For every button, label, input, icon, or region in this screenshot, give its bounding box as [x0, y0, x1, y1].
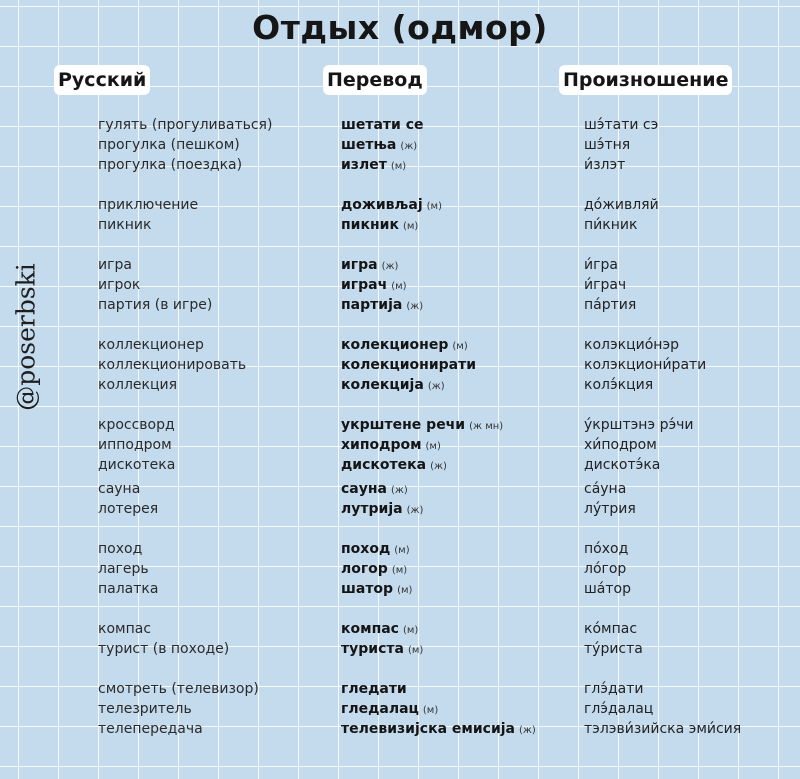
table-row [0, 355, 800, 375]
gender-marker: (м) [402, 625, 419, 636]
gender-marker: (м) [391, 281, 407, 292]
serbian-word [341, 499, 423, 521]
header-pronunciation: Произношение [559, 65, 732, 95]
serbian-word [341, 435, 441, 457]
table-row [0, 499, 800, 519]
pronunciation: ту́риста [584, 641, 643, 657]
serbian-word-text: шетати се [341, 117, 424, 133]
gender-marker: (м) [397, 585, 413, 596]
serbian-word-text: излет [341, 157, 387, 173]
russian-word: гулять (прогуливаться) [98, 117, 273, 133]
pronunciation: шэ́тати сэ [584, 117, 659, 133]
serbian-word [341, 195, 442, 217]
serbian-word-text: компас [341, 621, 399, 637]
table-row [0, 539, 800, 559]
gender-marker: (м) [391, 565, 408, 576]
pronunciation: колэ́кция [584, 377, 654, 393]
header-russian: Русский [54, 65, 150, 95]
pronunciation: са́уна [584, 481, 627, 497]
serbian-word-text: колекција [341, 377, 424, 393]
serbian-word [341, 215, 418, 237]
russian-word: коллекция [98, 377, 178, 393]
pronunciation: ло́гор [584, 561, 627, 577]
pronunciation: ко́мпас [584, 621, 638, 637]
table-row [0, 215, 800, 235]
pronunciation: и́гра [584, 257, 618, 273]
pronunciation: колэкцио́нэр [584, 337, 680, 353]
russian-word: смотреть (телевизор) [98, 681, 259, 697]
serbian-word [341, 579, 412, 601]
serbian-word [341, 115, 424, 135]
serbian-word-text: укрштене речи [341, 417, 466, 433]
table-row [0, 639, 800, 659]
serbian-word-text: колекционирати [341, 357, 477, 373]
gender-marker: (м) [422, 705, 439, 716]
russian-word: игра [98, 257, 132, 273]
serbian-word-text: шетња [341, 137, 397, 153]
gender-marker: (м) [426, 201, 443, 212]
serbian-word [341, 559, 407, 581]
serbian-word-text: сауна [341, 481, 387, 497]
pronunciation: ша́тор [584, 581, 631, 597]
table-row [0, 415, 800, 435]
pronunciation: дискотэ́ка [584, 457, 661, 473]
gender-marker: (м) [425, 441, 441, 452]
serbian-word [341, 355, 476, 375]
gender-marker: (ж) [381, 261, 399, 272]
table-row [0, 435, 800, 455]
gender-marker: (ж) [430, 461, 447, 472]
table-row [0, 479, 800, 499]
serbian-word [341, 679, 407, 699]
gender-marker: (ж) [400, 141, 418, 152]
serbian-word-text: шатор [341, 581, 394, 597]
serbian-word-text: хиподром [341, 437, 422, 453]
table-row [0, 559, 800, 579]
gender-marker: (м) [394, 545, 410, 556]
serbian-word-text: играч [341, 277, 388, 293]
serbian-word-text: пикник [341, 217, 399, 233]
serbian-word-text: поход [341, 541, 391, 557]
gender-marker: (ж) [391, 485, 408, 496]
russian-word: прогулка (поездка) [98, 157, 243, 173]
pronunciation: па́ртия [584, 297, 637, 313]
gender-marker: (ж) [406, 505, 424, 516]
russian-word: коллекционировать [98, 357, 247, 373]
pronunciation: и́злэт [584, 157, 626, 173]
table-row [0, 455, 800, 475]
table-row [0, 275, 800, 295]
serbian-word [341, 699, 438, 721]
pronunciation: глэ́далац [584, 701, 654, 717]
russian-word: палатка [98, 581, 159, 597]
serbian-word [341, 135, 417, 157]
table-row [0, 699, 800, 719]
serbian-word [341, 295, 423, 317]
table-row [0, 115, 800, 135]
table-row [0, 295, 800, 315]
russian-word: прогулка (пешком) [98, 137, 240, 153]
pronunciation: пи́кник [584, 217, 638, 233]
serbian-word [341, 639, 423, 661]
table-row [0, 135, 800, 155]
pronunciation: до́живляй [584, 197, 659, 213]
table-row [0, 619, 800, 639]
serbian-word-text: партија [341, 297, 403, 313]
russian-word: телезритель [98, 701, 192, 717]
russian-word: игрок [98, 277, 141, 293]
serbian-word [341, 255, 398, 277]
russian-word: лотерея [98, 501, 159, 517]
pronunciation: по́ход [584, 541, 629, 557]
serbian-word [341, 275, 407, 297]
serbian-word [341, 155, 406, 177]
serbian-word-text: гледалац [341, 701, 419, 717]
serbian-word-text: дискотека [341, 457, 427, 473]
russian-word: приключение [98, 197, 199, 213]
serbian-word [341, 619, 418, 641]
table-row [0, 579, 800, 599]
gender-marker: (м) [402, 221, 419, 232]
russian-word: дискотека [98, 457, 176, 473]
table-row [0, 679, 800, 699]
table-row [0, 719, 800, 739]
table-row [0, 255, 800, 275]
table-row [0, 335, 800, 355]
serbian-word [341, 479, 408, 501]
serbian-word-text: телевизијска емисија [341, 721, 515, 737]
serbian-word-text: лутрија [341, 501, 403, 517]
russian-word: лагерь [98, 561, 149, 577]
serbian-word [341, 455, 447, 477]
page-title: Отдых (одмор) [252, 8, 548, 47]
gender-marker: (м) [390, 161, 407, 172]
russian-word: ипподром [98, 437, 172, 453]
russian-word: сауна [98, 481, 141, 497]
serbian-word [341, 415, 503, 437]
pronunciation: лу́трия [584, 501, 636, 517]
table-row [0, 195, 800, 215]
serbian-word-text: логор [341, 561, 388, 577]
pronunciation: у́крштэнэ рэ́чи [584, 417, 694, 433]
russian-word: партия (в игре) [98, 297, 213, 313]
watermark-text: @poserbski [11, 263, 41, 411]
serbian-word-text: туриста [341, 641, 404, 657]
gender-marker: (ж) [406, 301, 424, 312]
russian-word: коллекционер [98, 337, 204, 353]
gender-marker: (ж) [427, 381, 445, 392]
serbian-word-text: колекционер [341, 337, 449, 353]
table-row [0, 375, 800, 395]
russian-word: кроссворд [98, 417, 175, 433]
serbian-word-text: гледати [341, 681, 407, 697]
pronunciation: глэ́дати [584, 681, 644, 697]
russian-word: поход [98, 541, 143, 557]
gender-marker: (м) [407, 645, 424, 656]
pronunciation: хи́подром [584, 437, 657, 453]
gender-marker: (ж мн) [469, 421, 504, 432]
gender-marker: (м) [452, 341, 468, 352]
serbian-word-text: доживљај [341, 197, 423, 213]
pronunciation: тэлэви́зийска эми́сия [584, 721, 742, 737]
pronunciation: и́грач [584, 277, 627, 293]
serbian-word [341, 719, 536, 741]
pronunciation: колэкциони́рати [584, 357, 707, 373]
pronunciation: шэ́тня [584, 137, 631, 153]
russian-word: компас [98, 621, 152, 637]
serbian-word [341, 335, 468, 357]
gender-marker: (ж) [519, 725, 536, 736]
russian-word: пикник [98, 217, 152, 233]
serbian-word [341, 539, 410, 561]
serbian-word [341, 375, 445, 397]
header-translation: Перевод [323, 65, 427, 95]
russian-word: телепередача [98, 721, 203, 737]
serbian-word-text: игра [341, 257, 378, 273]
table-row [0, 155, 800, 175]
russian-word: турист (в походе) [98, 641, 230, 657]
